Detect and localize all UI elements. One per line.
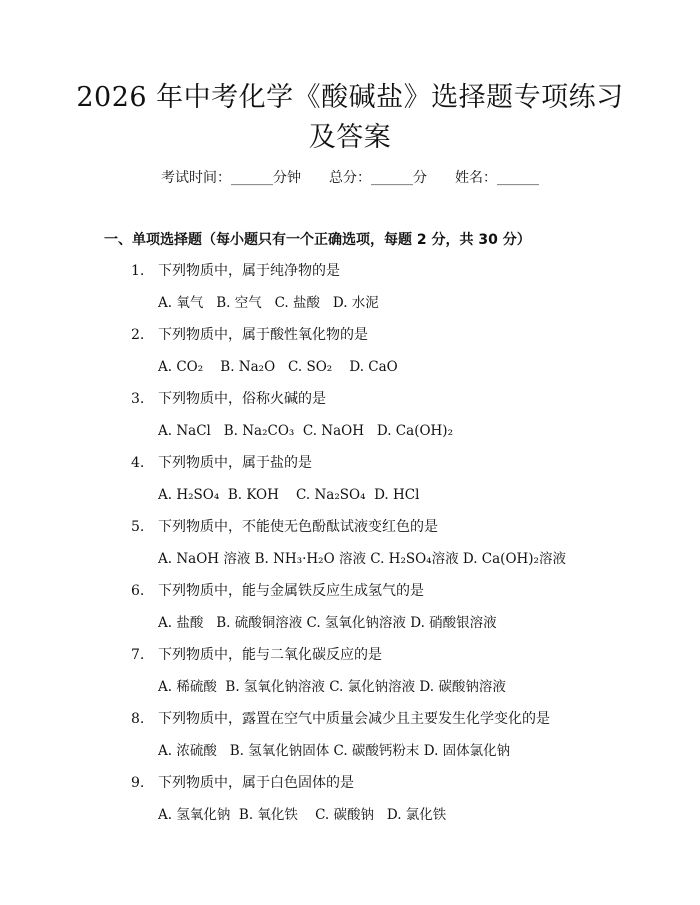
question-number: 8.	[131, 711, 145, 727]
question-item	[0, 645, 700, 709]
question-options: A. 稀硫酸 B. 氢氧化钠溶液 C. 氯化钠溶液 D. 碳酸钠溶液	[158, 679, 506, 695]
question-number: 7.	[131, 647, 145, 663]
question-stem: 下列物质中，属于酸性氧化物的是	[158, 327, 368, 343]
question-stem: 下列物质中，俗称火碱的是	[158, 391, 326, 407]
question-stem: 下列物质中，属于白色固体的是	[158, 775, 354, 791]
question-number: 3.	[131, 391, 145, 407]
document-title-line2: 及答案	[308, 122, 392, 153]
question-stem: 下列物质中，能与金属铁反应生成氢气的是	[158, 583, 424, 599]
question-number: 9.	[131, 775, 145, 791]
question-item	[0, 709, 700, 773]
question-item	[0, 389, 700, 453]
question-options: A. 氢氧化钠 B. 氧化铁 C. 碳酸钠 D. 氯化铁	[158, 807, 447, 823]
total-score-field: 总分：______分	[329, 170, 427, 186]
question-options: A. 盐酸 B. 硫酸铜溶液 C. 氢氧化钠溶液 D. 硝酸银溶液	[158, 615, 497, 631]
question-options: A. CO₂ B. Na₂O C. SO₂ D. CaO	[158, 359, 398, 375]
question-options: A. NaOH 溶液 B. NH₃·H₂O 溶液 C. H₂SO₄溶液 D. Ca(OH)₂溶液	[158, 551, 566, 567]
question-stem: 下列物质中，属于纯净物的是	[158, 263, 340, 279]
exam-time-field: 考试时间：______分钟	[161, 170, 301, 186]
question-number: 6.	[131, 583, 145, 599]
question-stem: 下列物质中，不能使无色酚酞试液变红色的是	[158, 519, 438, 535]
question-stem: 下列物质中，能与二氧化碳反应的是	[158, 647, 382, 663]
section-heading: 一、单项选择题（每小题只有一个正确选项，每题 2 分，共 30 分）	[104, 232, 531, 248]
question-item	[0, 453, 700, 517]
question-item	[0, 325, 700, 389]
document-title-line1: 2026 年中考化学《酸碱盐》选择题专项练习	[76, 82, 624, 113]
question-options: A. H₂SO₄ B. KOH C. Na₂SO₄ D. HCl	[158, 487, 420, 503]
question-item	[0, 261, 700, 325]
question-number: 5.	[131, 519, 145, 535]
question-item	[0, 581, 700, 645]
question-options: A. 氧气 B. 空气 C. 盐酸 D. 水泥	[158, 295, 379, 311]
question-options: A. 浓硫酸 B. 氢氧化钠固体 C. 碳酸钙粉末 D. 固体氯化钠	[158, 743, 511, 759]
question-item	[0, 517, 700, 581]
name-field: 姓名：______	[455, 170, 539, 186]
question-number: 1.	[131, 263, 145, 279]
question-list	[0, 261, 700, 837]
question-number: 2.	[131, 327, 145, 343]
question-stem: 下列物质中，露置在空气中质量会减少且主要发生化学变化的是	[158, 711, 550, 727]
exam-info-line	[0, 168, 700, 188]
question-options: A. NaCl B. Na₂CO₃ C. NaOH D. Ca(OH)₂	[158, 423, 453, 439]
question-stem: 下列物质中，属于盐的是	[158, 455, 312, 471]
question-number: 4.	[131, 455, 145, 471]
question-item	[0, 773, 700, 837]
